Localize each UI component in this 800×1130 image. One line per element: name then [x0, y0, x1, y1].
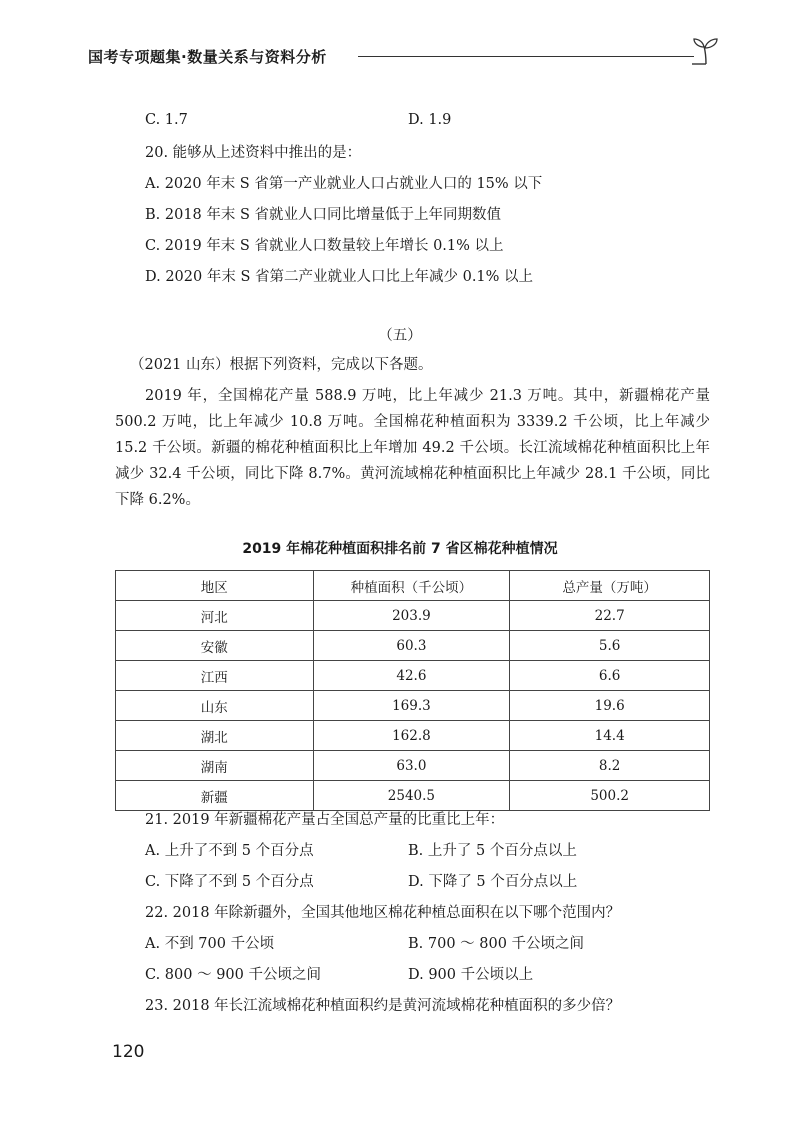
q21-option-b: B. 上升了 5 个百分点以上 — [408, 843, 577, 859]
table-title: 2019 年棉花种植面积排名前 7 省区棉花种植情况 — [242, 541, 558, 557]
cell-output: 8.2 — [510, 751, 710, 781]
q20-option-a: A. 2020 年末 S 省第一产业就业人口占就业人口的 15% 以下 — [145, 176, 543, 192]
section-heading: （五） — [378, 328, 422, 344]
cell-output: 6.6 — [510, 661, 710, 691]
q21-option-a: A. 上升了不到 5 个百分点 — [145, 843, 314, 859]
table-row — [116, 691, 710, 721]
cell-area: 2540.5 — [313, 781, 510, 811]
page-number: 120 — [112, 1042, 145, 1062]
header-area: 种植面积（千公顷） — [313, 571, 510, 601]
sprout-icon — [692, 36, 720, 66]
passage: 2019 年，全国棉花产量 588.9 万吨，比上年减少 21.3 万吨。其中，新疆棉花产量 500.2 万吨，比上年减少 10.8 万吨。全国棉花种植面积为 3339.2 千公顷，比上年减少 15.2 千公顷。新疆的棉花种植面积比上年增加 49.2 千公顷。长江流域棉花种植面积比上年减少 32.4 千公顷，同比下降 8.7%。黄河流域棉花种植面积比上年减少 28.1 千公顷，同比下降 6.2%。 — [115, 388, 710, 508]
q22-option-d: D. 900 千公顷以上 — [408, 967, 534, 983]
header-rule — [358, 56, 694, 57]
section-intro: （2021 山东）根据下列资料，完成以下各题。 — [130, 357, 433, 373]
cell-area: 162.8 — [313, 721, 510, 751]
cotton-table — [115, 570, 710, 811]
cell-area: 60.3 — [313, 631, 510, 661]
cell-region: 新疆 — [116, 781, 314, 811]
q19-option-c: C. 1.7 — [145, 112, 188, 128]
table-row — [116, 661, 710, 691]
cell-output: 500.2 — [510, 781, 710, 811]
cell-output: 14.4 — [510, 721, 710, 751]
table-row — [116, 721, 710, 751]
cell-area: 203.9 — [313, 601, 510, 631]
cell-region: 河北 — [116, 601, 314, 631]
q22-option-a: A. 不到 700 千公顷 — [145, 936, 275, 952]
q20-question: 20. 能够从上述资料中推出的是： — [145, 145, 362, 161]
header-title: 国考专项题集·数量关系与资料分析 — [88, 48, 327, 66]
q20-option-b: B. 2018 年末 S 省就业人口同比增量低于上年同期数值 — [145, 207, 502, 223]
q21-option-c: C. 下降了不到 5 个百分点 — [145, 874, 314, 890]
table-row — [116, 631, 710, 661]
cell-area: 63.0 — [313, 751, 510, 781]
cell-region: 江西 — [116, 661, 314, 691]
header-region: 地区 — [116, 571, 314, 601]
header-output: 总产量（万吨） — [510, 571, 710, 601]
cell-region: 山东 — [116, 691, 314, 721]
q22-option-b: B. 700 ～ 800 千公顷之间 — [408, 936, 585, 952]
cell-output: 22.7 — [510, 601, 710, 631]
cell-area: 169.3 — [313, 691, 510, 721]
q19-option-d: D. 1.9 — [408, 112, 452, 128]
cell-output: 5.6 — [510, 631, 710, 661]
q21-option-d: D. 下降了 5 个百分点以上 — [408, 874, 578, 890]
cell-region: 安徽 — [116, 631, 314, 661]
q22-option-c: C. 800 ～ 900 千公顷之间 — [145, 967, 321, 983]
q23-question: 23. 2018 年长江流域棉花种植面积约是黄河流域棉花种植面积的多少倍？ — [145, 998, 621, 1014]
q20-option-c: C. 2019 年末 S 省就业人口数量较上年增长 0.1% 以上 — [145, 238, 504, 254]
table-header-row — [116, 571, 710, 601]
table-row — [116, 751, 710, 781]
q22-question: 22. 2018 年除新疆外，全国其他地区棉花种植总面积在以下哪个范围内？ — [145, 905, 621, 921]
table-row — [116, 601, 710, 631]
cell-region: 湖北 — [116, 721, 314, 751]
q21-question: 21. 2019 年新疆棉花产量占全国总产量的比重比上年： — [145, 812, 505, 828]
table-row — [116, 781, 710, 811]
cell-area: 42.6 — [313, 661, 510, 691]
running-header — [88, 42, 728, 72]
cell-region: 湖南 — [116, 751, 314, 781]
q20-option-d: D. 2020 年末 S 省第二产业就业人口比上年减少 0.1% 以上 — [145, 269, 534, 285]
cell-output: 19.6 — [510, 691, 710, 721]
